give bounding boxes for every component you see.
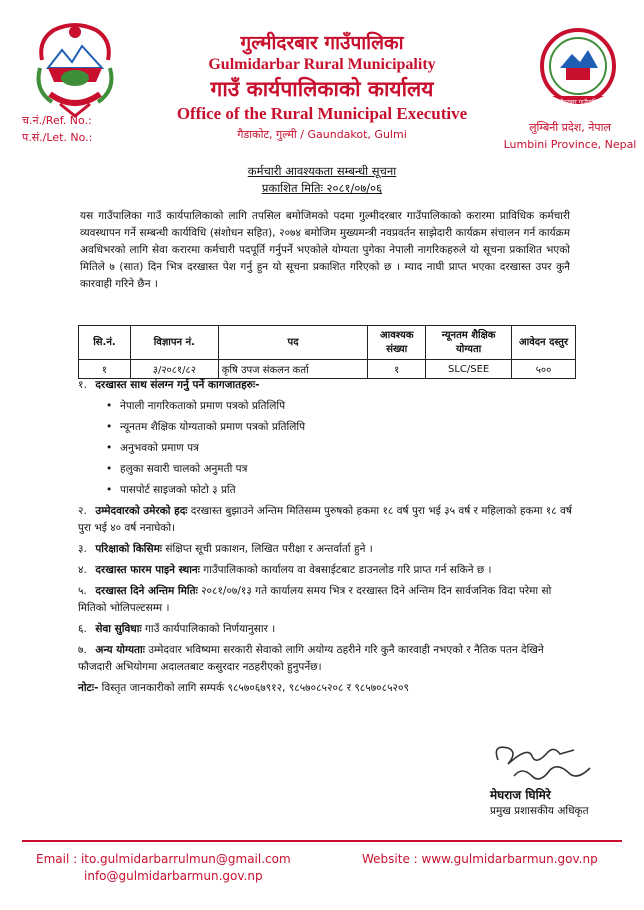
item-title: दरखास्त साथ संलग्न गर्नु पर्ने कागजातहरुः- bbox=[95, 379, 260, 391]
signer-name: मेघराज घिमिरे bbox=[490, 788, 551, 802]
col-header-ad-no: विज्ञापन नं. bbox=[130, 326, 218, 360]
item-number: ६. bbox=[78, 623, 87, 635]
list-item bbox=[78, 583, 578, 617]
document-item: पासपोर्ट साइजको फोटो ३ प्रति bbox=[120, 484, 236, 496]
list-item bbox=[78, 503, 578, 537]
item-title: परिक्षाको किसिमः bbox=[95, 543, 163, 555]
note-label: नोटः- bbox=[78, 682, 99, 694]
note-text: विस्तृत जानकारीको लागि सम्पर्क ९८५७०६७९१२, ९८५७०८५२०८ र ९८५७०८५२०९ bbox=[101, 682, 409, 694]
municipality-seal-icon bbox=[538, 28, 618, 110]
document-item: अनुभवको प्रमाण पत्र bbox=[120, 442, 199, 454]
footer-website[interactable]: Website : www.gulmidarbarmun.gov.np bbox=[362, 852, 598, 866]
footer-divider bbox=[22, 840, 622, 842]
list-item bbox=[78, 621, 578, 638]
letter-number-label: प.सं./Let. No.: bbox=[22, 131, 93, 144]
col-header-application-fee: आवेदन दस्तुर bbox=[512, 326, 576, 360]
bullet-icon: • bbox=[106, 484, 113, 496]
table-header-row bbox=[79, 326, 576, 360]
col-header-required-count: आवश्यक संख्या bbox=[368, 326, 426, 360]
cell-post: कृषि उपज संकलन कर्ता bbox=[218, 360, 368, 379]
item-text: दरखास्त बुझाउने अन्तिम मितिसम्म पुरुषको हकमा १८ वर्ष पुरा भई ३५ वर्ष र महिलाको हकमा १८ वर्ष पुरा भई ४० वर्ष ननाघेको। bbox=[78, 505, 572, 534]
office-name-nepali: गाउँ कार्यपालिकाको कार्यालय bbox=[210, 77, 434, 101]
bullet-icon: • bbox=[106, 442, 113, 454]
province-english: Lumbini Province, Nepal bbox=[503, 138, 637, 151]
list-item bbox=[106, 398, 578, 415]
cell-ad-no: ३/२०८१/८२ bbox=[130, 360, 218, 379]
requirements-list bbox=[78, 377, 578, 701]
document-item: हलुका सवारी चालको अनुमती पत्र bbox=[120, 463, 248, 475]
item-number: ७. bbox=[78, 644, 87, 656]
org-name-english: Gulmidarbar Rural Municipality bbox=[208, 56, 436, 73]
org-name-nepali: गुल्मीदरबार गाउँपालिका bbox=[240, 32, 404, 54]
item-text: गाउँपालिकाको कार्यालय वा वेबसाईटबाट डाउनलोड गरि प्राप्त गर्न सकिने छ । bbox=[203, 564, 492, 576]
province-nepali: लुम्बिनी प्रदेश, नेपाल bbox=[529, 121, 611, 134]
bullet-icon: • bbox=[106, 400, 113, 412]
item-title: सेवा सुविधाः bbox=[95, 623, 142, 635]
item-text: गाउँ कार्यपालिकाको निर्णयानुसार । bbox=[144, 623, 276, 635]
intro-paragraph: यस गाउँपालिका गाउँ कार्यपालिकाको लागि तपसिल बमोजिमको पदमा गुल्मीदरबार गाउँपालिकाको करारमा प्राविधिक कर्मचारी व्यवस्थापन गर्ने सम्बन्धी कार्यविधि (संशोधन सहित), २०७४ बमोजिम मुख्यमन्त्री नवप्रवर्तन साझेदारी कार्यक्रम संचालन गर्न कार्यक्रम अवधिभरको लागि सेवा करारमा कर्मचारी पदपूर्ति गर्नुपर्ने भएकोले योग्यता पुगेका नेपाली नागरिकहरुले यो सूचना प्रकाशित भएको मितिले ७ (सात) दिन भित्र दरखास्त पेश गर्नु हुन यो सूचना प्रकाशित गरिएको छ । म्याद नाघी प्राप्त भएका दरखास्त उपर कुनै कारवाही गरिने छैन । bbox=[80, 210, 570, 290]
item-number: १. bbox=[78, 379, 87, 391]
office-address: गैडाकोट, गुल्मी / Gaundakot, Gulmi bbox=[237, 128, 407, 141]
footer-email-secondary[interactable]: info@gulmidarbarmun.gov.np bbox=[84, 869, 263, 883]
item-text: २०८१/०७/१३ गते कार्यालय समय भित्र र दरखास्त दिने अन्तिम दिन सार्वजनिक विदा परेमा सो मितिको भोलिपल्टसम्म । bbox=[78, 585, 552, 614]
col-header-sn: सि.नं. bbox=[79, 326, 131, 360]
list-item bbox=[106, 440, 578, 457]
publication-date: प्रकाशित मितिः २०८१/०७/०६ bbox=[261, 181, 383, 195]
bullet-icon: • bbox=[106, 421, 113, 433]
notice-title: कर्मचारी आवश्यकता सम्बन्धी सूचना bbox=[247, 164, 397, 178]
bullet-icon: • bbox=[106, 463, 113, 475]
item-number: २. bbox=[78, 505, 87, 517]
list-item bbox=[106, 482, 578, 499]
table-row bbox=[79, 360, 576, 379]
item-number: ३. bbox=[78, 543, 87, 555]
col-header-min-qualification: न्यूनतम शैक्षिक योग्यता bbox=[426, 326, 512, 360]
cell-required-count: १ bbox=[368, 360, 426, 379]
item-text: उम्मेदवार भविष्यमा सरकारी सेवाको लागि अयोग्य ठहरीने गरि कुनै कारवाही नभएको र नैतिक पतन देखिने फौजदारी अभियोगमा अदालतबाट कसुरदार नठहरीएको हुनुपर्नेछ। bbox=[78, 644, 544, 673]
item-title: उम्मेदवारको उमेरको हदः bbox=[95, 505, 188, 517]
list-item bbox=[78, 541, 578, 558]
footer-email[interactable]: Email : ito.gulmidarbarrulmun@gmail.com bbox=[36, 852, 291, 866]
nepal-emblem-icon bbox=[30, 20, 120, 120]
item-number: ४. bbox=[78, 564, 87, 576]
list-item bbox=[106, 461, 578, 478]
item-title: अन्य योग्यताः bbox=[95, 644, 145, 656]
letterhead bbox=[0, 0, 644, 160]
cell-min-qualification: SLC/SEE bbox=[426, 360, 512, 379]
signer-title: प्रमुख प्रशासकीय अधिकृत bbox=[490, 805, 589, 817]
item-text: संक्षिप्त सूची प्रकाशन, लिखित परीक्षा र अन्तर्वार्ता हुने । bbox=[165, 543, 373, 555]
office-name-english: Office of the Rural Municipal Executive bbox=[176, 104, 468, 123]
list-item bbox=[106, 419, 578, 436]
list-item bbox=[78, 642, 578, 676]
seal-ribbon-text: गुल्मीदरबार गाउँपालिका bbox=[552, 99, 604, 106]
note bbox=[78, 680, 578, 697]
cell-sn: १ bbox=[79, 360, 131, 379]
item-title: दरखास्त दिने अन्तिम मितिः bbox=[95, 585, 198, 597]
item-title: दरखास्त फारम पाइने स्थानः bbox=[95, 564, 200, 576]
item-number: ५. bbox=[78, 585, 87, 597]
document-item: न्यूनतम शैक्षिक योग्यताको प्रमाण पत्रको प्रतिलिपि bbox=[120, 421, 306, 433]
list-item bbox=[78, 562, 578, 579]
col-header-post: पद bbox=[218, 326, 368, 360]
cell-application-fee: ५०० bbox=[512, 360, 576, 379]
ref-number-label: च.नं./Ref. No.: bbox=[22, 114, 92, 127]
list-item bbox=[78, 377, 578, 394]
vacancy-table bbox=[78, 325, 576, 379]
document-item: नेपाली नागरिकताको प्रमाण पत्रको प्रतिलिपि bbox=[120, 400, 286, 412]
